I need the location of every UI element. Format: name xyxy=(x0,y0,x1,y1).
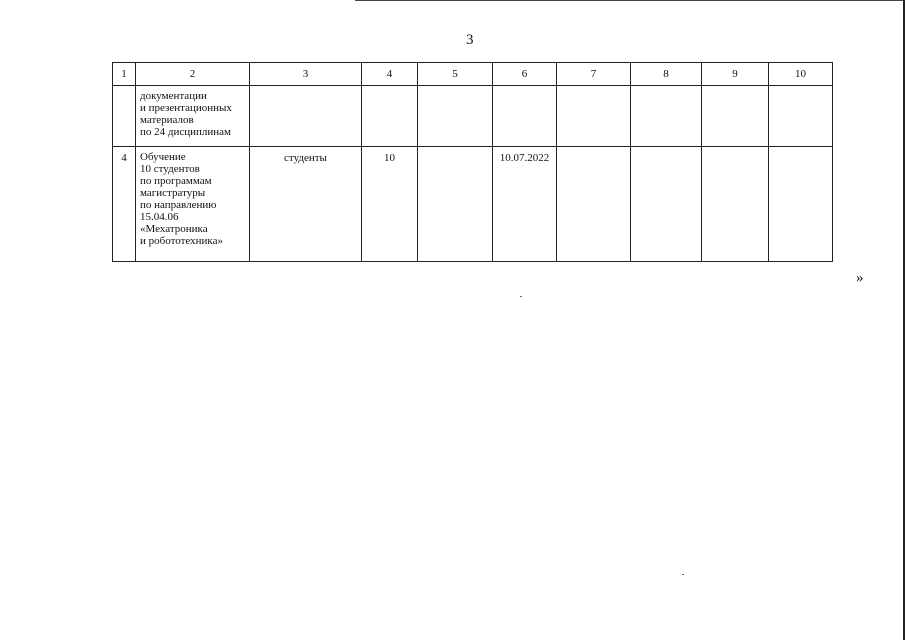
row-description: Обучение 10 студентов по программам магистратуры по направлению 15.04.06 «Мехатроника и робототехника» xyxy=(140,151,223,247)
row-description: документации и презентационных материалов по 24 дисциплинам xyxy=(140,90,232,138)
cell-value xyxy=(557,147,630,152)
table-row xyxy=(113,147,833,262)
table-cell xyxy=(250,86,362,147)
table-cell xyxy=(702,86,769,147)
column-header: 1 xyxy=(113,63,136,86)
column-header: 2 xyxy=(136,63,250,86)
column-header: 10 xyxy=(769,63,833,86)
table-cell xyxy=(362,147,418,262)
scan-speck xyxy=(682,574,684,575)
page-number: 3 xyxy=(466,32,474,48)
column-header: 8 xyxy=(631,63,702,86)
table-cell xyxy=(702,147,769,262)
cell-value xyxy=(493,86,556,91)
top-edge-line xyxy=(355,0,905,1)
row-number-cell xyxy=(113,86,136,147)
cell-value xyxy=(557,86,630,91)
scan-speck xyxy=(520,296,522,297)
table-cell xyxy=(418,147,493,262)
cell-value xyxy=(362,86,417,91)
table-header-row xyxy=(113,63,833,86)
column-header: 7 xyxy=(557,63,631,86)
cell-value xyxy=(631,86,701,91)
row-number: 4 xyxy=(121,152,127,164)
table-cell xyxy=(557,86,631,147)
table-cell xyxy=(250,147,362,262)
table-cell xyxy=(362,86,418,147)
table-cell xyxy=(769,86,833,147)
table-cell xyxy=(493,86,557,147)
row-number xyxy=(113,86,135,91)
table-row xyxy=(113,86,833,147)
cell-value: 10 xyxy=(384,152,395,164)
description-cell xyxy=(136,147,250,262)
cell-value xyxy=(631,147,701,152)
column-header: 4 xyxy=(362,63,418,86)
cell-value xyxy=(418,86,492,91)
column-header: 3 xyxy=(250,63,362,86)
row-number-cell xyxy=(113,147,136,262)
column-header: 6 xyxy=(493,63,557,86)
cell-value xyxy=(769,147,832,152)
closing-quote: » xyxy=(856,270,864,286)
table-cell xyxy=(493,147,557,262)
cell-value: студенты xyxy=(284,152,327,164)
cell-value: 10.07.2022 xyxy=(499,152,550,164)
cell-value xyxy=(250,86,361,91)
table-cell xyxy=(418,86,493,147)
cell-value xyxy=(769,86,832,91)
cell-value xyxy=(702,147,768,152)
cell-value xyxy=(418,147,492,152)
column-header: 9 xyxy=(702,63,769,86)
table-cell xyxy=(631,147,702,262)
column-header: 5 xyxy=(418,63,493,86)
cell-value xyxy=(702,86,768,91)
table-cell xyxy=(769,147,833,262)
description-cell xyxy=(136,86,250,147)
table-cell xyxy=(631,86,702,147)
data-table xyxy=(112,62,833,262)
table-cell xyxy=(557,147,631,262)
